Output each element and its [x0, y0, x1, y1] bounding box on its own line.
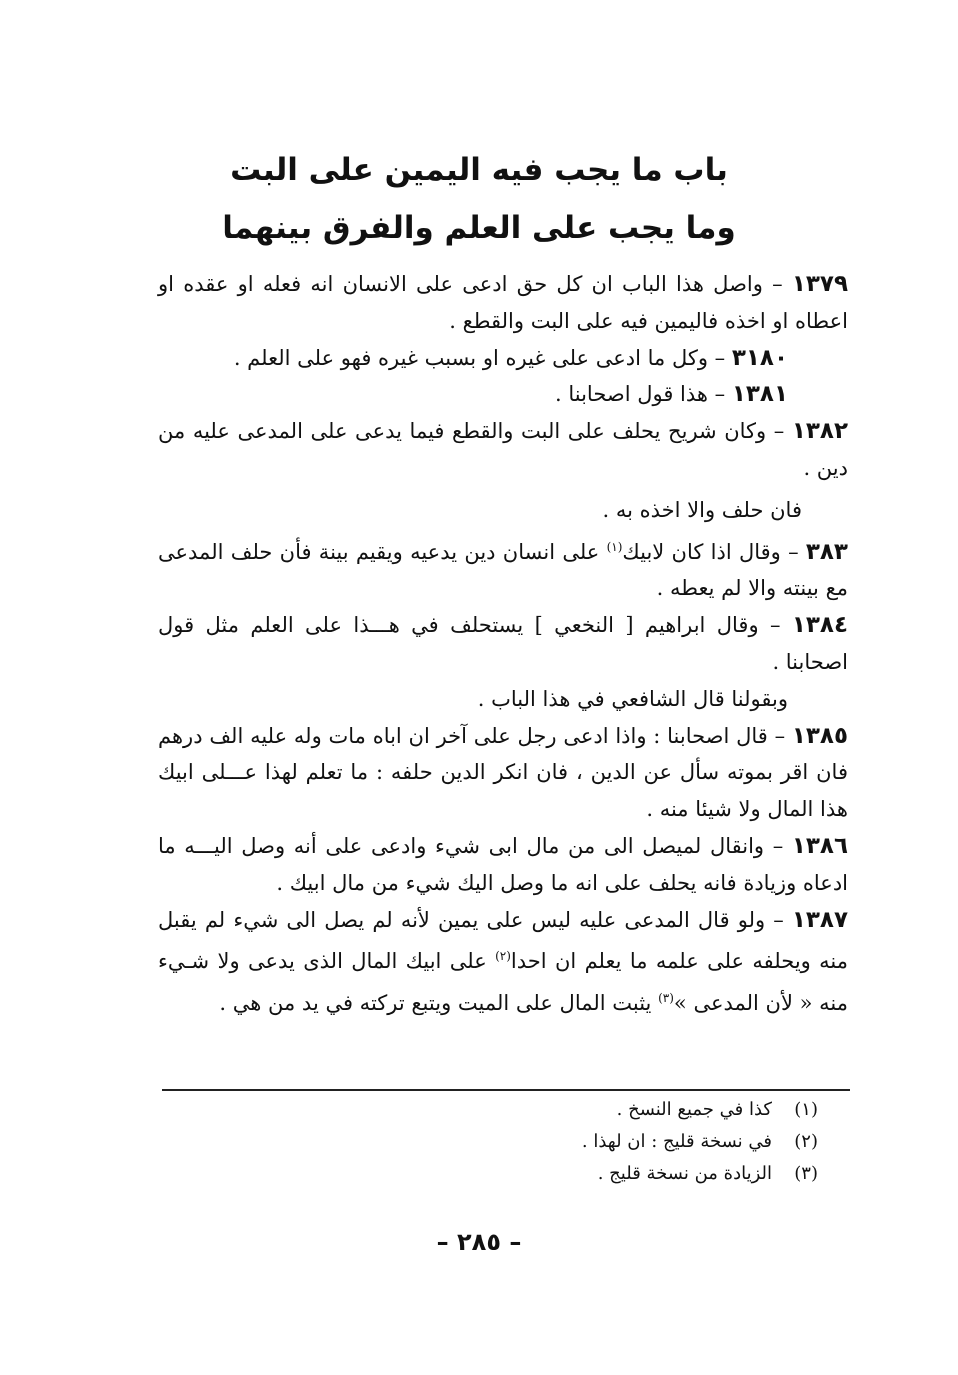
paragraph-1385: ١٣٨٥ – قال اصحابنا : واذا ادعى رجل على آخر ان اباه مات وله عليه الف درهم فان اقر بموته سأل عن الدين ، فان انكر الدين حلفه : ما تعلم لهذا عـــلى ابيك هذا المال ولا شيئا منه .	[158, 722, 848, 822]
paragraph-1386: ١٣٨٦ – وانقال لميصل الى من مال ابى شيء وادعى على أنه وصل اليـــه ما ادعاه وزيادة فانه يحلف على انه ما وصل اليك شيء من مال ابيك .	[158, 832, 848, 895]
footnote-1: (١)كذا في جميع النسخ .	[616, 1099, 818, 1120]
chapter-title-line-1: باب ما يجب فيه اليمين على البت	[230, 152, 728, 188]
paragraph-1379: ١٣٧٩ – واصل هذا الباب ان كل حق ادعى على الانسان انه فعله او عقده او اعطاه او اخذه فاليمين فيه على البت والقطع .	[158, 271, 848, 333]
paragraph-1384: ١٣٨٤ – وقال ابراهيم [ النخعي ] يستحلف في هـــذا على العلم مثل قول اصحابنا .	[158, 612, 848, 674]
paragraph-3180: ٣١٨٠ – وكل ما ادعى على غيره او بسبب غيره فهو على العلم .	[233, 344, 788, 371]
footnote-divider	[162, 1089, 850, 1091]
body-text	[158, 266, 848, 1022]
footnote-3: (٣)الزيادة من نسخة قليج .	[597, 1163, 818, 1184]
footnote-ref-3[interactable]: (٣)	[658, 991, 674, 1006]
page-number: – ٢٨٥ –	[436, 1228, 522, 1256]
paragraph-shafii: وبقولنا قال الشافعي في هذا الباب .	[477, 686, 788, 711]
paragraph-1387: ١٣٨٧ – ولو قال المدعى عليه ليس على يمين لأنه لم يصل الى شيء لم يقبل منه ويحلفه على علمه ما يعلم ان احدا$^{(٢)}$ على ابيك المال الذى يدعى ولا شـيء منه « لأن المدعى »$^{(٣)}$ يثبت المال على الميت ويتبع تركته في يد من هي .	[158, 906, 849, 1016]
paragraph-1381: ١٣٨١ – هذا قول اصحابنا .	[555, 381, 788, 408]
paragraph-1382: ١٣٨٢ – وكان شريح يحلف على البت والقطع فيما يدعى على المدعى عليه من دين .	[158, 418, 848, 480]
footnotes	[582, 1094, 818, 1190]
footnote-ref-2[interactable]: (٢)	[495, 949, 511, 964]
paragraph-continuation: فان حلف والا اخذه به .	[602, 497, 802, 522]
footnote-ref-1[interactable]: (١)	[606, 539, 623, 554]
paragraph-383: ٣٨٣ – وقال اذا كان لابيك$^{(١)}$ على انسان دين يدعيه ويقيم بينة فأن حلف المدعى مع بينته والا لم يعطه .	[158, 538, 848, 601]
chapter-title-line-2: وما يجب على العلم والفرق بينهما	[222, 210, 736, 246]
footnote-2: (٢)في نسخة قليج : ان لهذا .	[581, 1131, 818, 1152]
